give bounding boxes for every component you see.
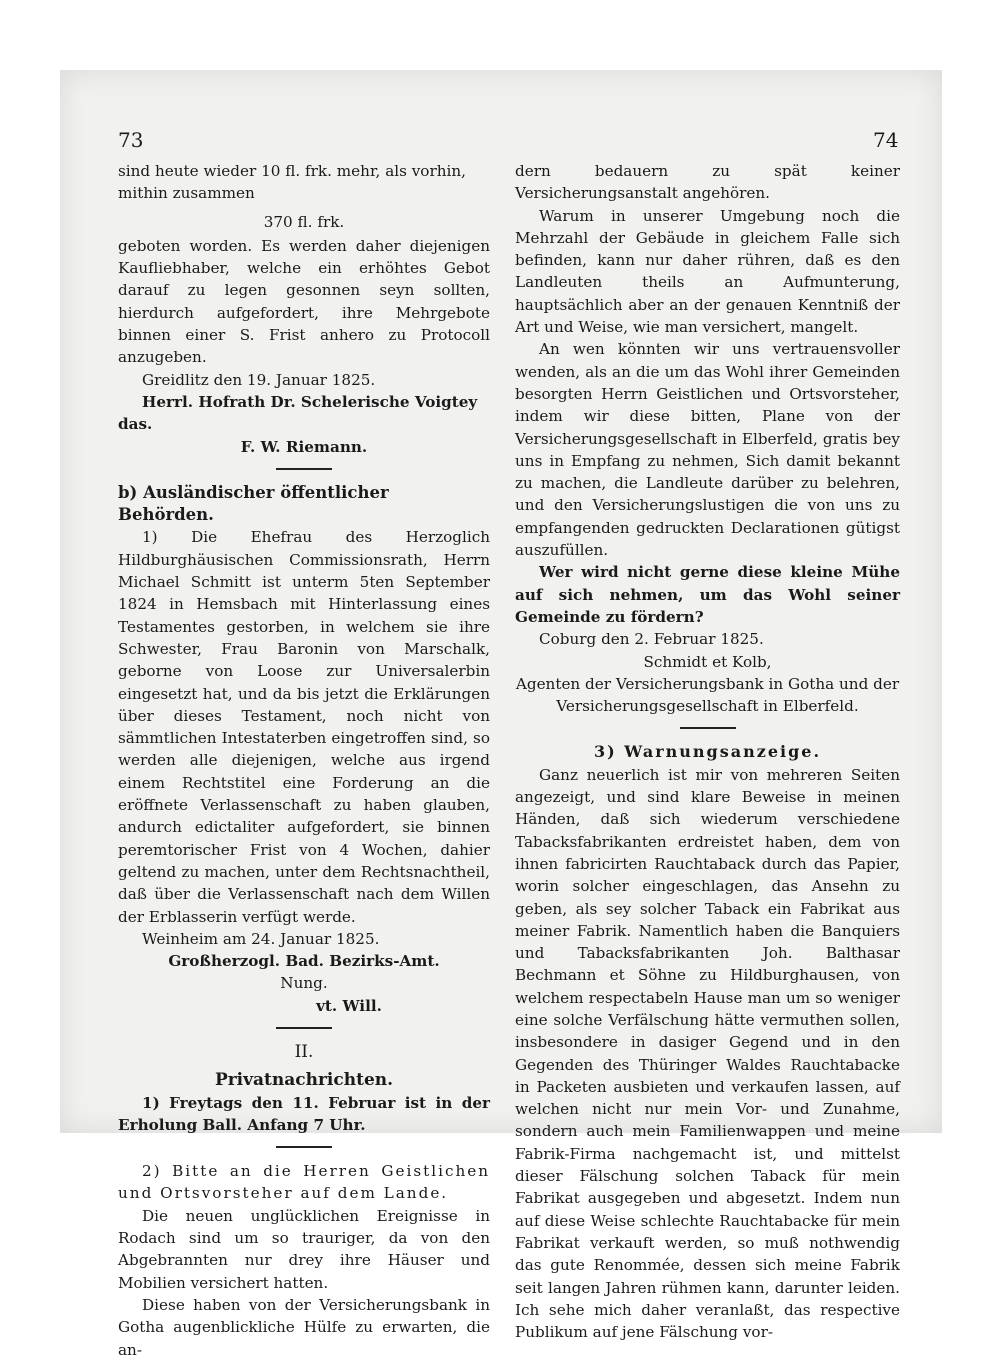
divider	[276, 1146, 332, 1148]
page-number-right: 74	[873, 128, 899, 152]
amount-line: 370 fl. frk.	[263, 212, 345, 231]
date-line: Coburg den 2. Februar 1825.	[539, 630, 764, 649]
paragraph: geboten worden. Es werden daher diejenigen Kaufliebhaber, welche ein erhöhtes Gebot darauf zu legen gesonnen seyn sollten, hierdurch aufgefordert, ihre Mehrgebote binnen einer S. Frist anhero zu Protocoll anzugeben.	[118, 236, 490, 367]
right-column	[515, 160, 900, 1343]
signature-line: Großherzogl. Bad. Bezirks-Amt.	[168, 952, 440, 971]
paragraph: Die neuen unglücklichen Ereignisse in Rodach sind um so trauriger, da von den Abgebrannten nur drey ihre Häuser und Mobilien versichert hatten.	[118, 1206, 490, 1292]
signature-line: Nung.	[280, 974, 328, 993]
page-number-left: 73	[118, 128, 144, 152]
divider	[276, 468, 332, 470]
divider	[276, 1027, 332, 1029]
section-heading: Privatnachrichten.	[214, 1070, 394, 1091]
section-heading: 2) Bitte an die Herren Geistlichen und Ortsvorsteher auf dem Lande.	[118, 1162, 490, 1203]
left-column	[118, 160, 490, 1361]
date-line: Greidlitz den 19. Januar 1825.	[142, 370, 376, 389]
signature-line: F. W. Riemann.	[240, 437, 368, 456]
signature-line: Schmidt et Kolb,	[643, 652, 772, 671]
paragraph: dern bedauern zu spät keiner Versicherungsanstalt angehören.	[515, 162, 900, 203]
paragraph: 1) Freytags den 11. Februar ist in der Erholung Ball. Anfang 7 Uhr.	[118, 1093, 490, 1134]
paragraph: Wer wird nicht gerne diese kleine Mühe auf sich nehmen, um das Wohl seiner Gemeinde zu fördern?	[515, 563, 900, 626]
paragraph: An wen könnten wir uns vertrauensvoller wenden, als an die um das Wohl ihrer Gemeinden besorgten Herrn Geistlichen und Ortsvorsteher, indem wir diese bitten, Plane von der Versicherungsgesellschaft in Elberfeld, gratis bey uns in Empfang zu nehmen, Sich damit bekannt zu machen, die Landleute darüber zu belehren, und den Versicherungslustigen die von uns zu empfangenden gedruckten Declarationen gütigst auszufüllen.	[515, 340, 900, 560]
text-line: mithin zusammen	[118, 184, 255, 203]
divider	[680, 727, 736, 729]
section-heading: 3) Warnungsanzeige.	[593, 742, 822, 762]
signature-line: Agenten der Versicherungsbank in Gotha und der Versicherungsgesellschaft in Elberfeld.	[515, 674, 900, 716]
paragraph: 1) Die Ehefrau des Herzoglich Hildburghäusischen Commissionsrath, Herrn Michael Schmitt ist unterm 5ten September 1824 in Hemsbach mit Hinterlassung eines Testamentes gestorben, in welchem sie ihre Schwester, Frau Baronin von Marschalk, geborne von Loose zur Universalerbin eingesetzt hat, und da bis jetzt die Erklärungen über dieses Testament, noch nicht von sämmtlichen Intestaterben eingetroffen sind, so werden alle diejenigen, welche aus irgend einem Rechtstitel eine Forderung an die eröffnete Verlassenschaft zu haben glauben, andurch edictaliter aufgefordert, sie binnen peremtorischer Frist von 4 Wochen, dahier geltend zu machen, unter dem Rechtsnachtheil, daß über die Verlassenschaft nach dem Willen der Erblasserin verfügt werde.	[118, 528, 490, 926]
authority-line: Herrl. Hofrath Dr. Schelerische Voigtey das.	[118, 392, 478, 434]
text-line: sind heute wieder 10 fl. frk. mehr, als vorhin,	[118, 162, 466, 180]
paragraph: Diese haben von der Versicherungsbank in Gotha augenblickliche Hülfe zu erwarten, die an-	[118, 1295, 490, 1359]
section-number: II.	[294, 1041, 314, 1062]
paragraph: Warum in unserer Umgebung noch die Mehrzahl der Gebäude in gleichem Falle sich befinden, kann nur daher rühren, daß es den Landleuten theils an Aufmunterung, hauptsächlich aber an der genauen Kenntniß der Art und Weise, wie man versichert, mangelt.	[515, 206, 900, 337]
paragraph: Ganz neuerlich ist mir von mehreren Seiten angezeigt, und sind klare Beweise in meinen Händen, daß sich wiederum verschiedene Tabacksfabrikanten erdreistet haben, dem von ihnen fabricirten Rauchtaback durch das Papier, worin solcher eingeschlagen, das Ansehn zu geben, als sey solcher Taback ein Fabrikat aus meiner Fabrik. Namentlich haben die Banquiers und Tabacksfabrikanten Joh. Balthasar Bechmann et Söhne zu Hildburghausen, von welchem respectabeln Hause man um so weniger eine solche Verfälschung hätte vermuthen sollen, insbesondere in dasiger Gegend und in den Gegenden des Thüringer Waldes Rauchtabacke in Packeten ausbieten und verkaufen lassen, auf welchen nicht nur mein Vor- und Zunahme, sondern auch mein Familienwappen und meine Fabrik-Firma nachgemacht ist, und mittelst dieser Fälschung solchen Taback für mein Fabrikat ausgegeben und abgesetzt. Indem nun auf diese Weise schlechte Rauchtabacke für mein Fabrikat verkauft werden, so muß nothwendig das gute Renommée, dessen sich meine Fabrik seit langen Jahren rühmen kann, darunter leiden. Ich sehe mich daher veranlaßt, das respective Publikum auf jene Fälschung vor-	[515, 765, 900, 1342]
signature-line: vt. Will.	[316, 996, 382, 1015]
date-line: Weinheim am 24. Januar 1825.	[142, 929, 380, 948]
section-heading: b) Ausländischer öffentlicher Behörden.	[118, 482, 389, 525]
